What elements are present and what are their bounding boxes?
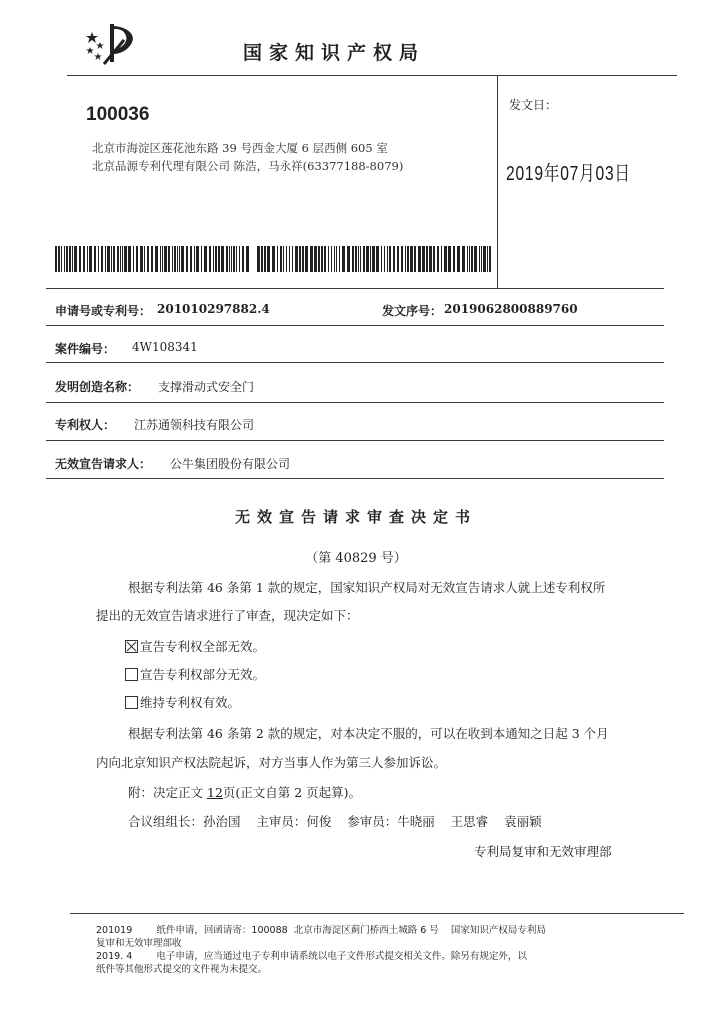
app-no-label: 申请号或专利号： xyxy=(55,304,152,318)
invention-label: 发明创造名称： xyxy=(55,380,140,394)
option-label: 宣告专利权全部无效。 xyxy=(140,639,266,654)
checkbox-checked-icon xyxy=(125,640,138,653)
attachment-prefix: 附：决定正文 xyxy=(128,785,204,800)
footer-line1: 201019 纸件申请，回函请寄：100088 北京市海淀区蓟门桥西土城路 6 号 国家知识产权局专利局 xyxy=(96,925,546,936)
agent-line: 北京品源专利代理有限公司 陈浩，马永祥(63377188-8079) xyxy=(92,159,404,173)
header-divider xyxy=(497,75,498,288)
panel-members: 合议组组长：孙治国 主审员：何俊 参审员：牛晓丽 王思睿 袁丽颖 xyxy=(128,814,542,829)
issue-date: 2019年07月03日 xyxy=(506,163,631,185)
attachment-suffix: 页(正文自第 2 页起算)。 xyxy=(222,785,362,800)
recipient-address: 北京市海淀区莲花池东路 39 号西金大厦 6 层西侧 605 室 xyxy=(92,141,388,155)
cnipa-logo-icon xyxy=(84,20,142,66)
requester-label: 无效宣告请求人： xyxy=(55,457,152,471)
option-invalid-partial xyxy=(125,665,265,683)
decision-number: （第 40829 号） xyxy=(305,551,407,566)
doc-no-value: 2019062800889760 xyxy=(444,302,578,316)
footer-line4: 纸件等其他形式提交的文件视为未提交。 xyxy=(96,964,268,975)
patentee-label: 专利权人： xyxy=(55,418,116,432)
option-invalid-all xyxy=(125,637,265,655)
invention-value: 支撑滑动式安全门 xyxy=(158,380,255,394)
patentee-value: 江苏通领科技有限公司 xyxy=(134,418,255,432)
postcode: 100036 xyxy=(86,104,150,125)
row-rule xyxy=(46,440,664,441)
agency-name: 国家知识产权局 xyxy=(243,42,426,64)
footer-rule xyxy=(70,913,684,914)
case-value: 4W108341 xyxy=(132,340,198,354)
requester-value: 公牛集团股份有限公司 xyxy=(170,457,291,471)
row-rule xyxy=(46,402,664,403)
para2-line2: 内向北京知识产权法院起诉，对方当事人作为第三人参加诉讼。 xyxy=(96,755,447,770)
case-label: 案件编号： xyxy=(55,342,116,356)
barcode-right xyxy=(257,246,493,272)
option-label: 宣告专利权部分无效。 xyxy=(140,667,266,682)
row-rule xyxy=(46,325,664,326)
para1-line2: 提出的无效宣告请求进行了审查，现决定如下： xyxy=(96,608,359,623)
option-label: 维持专利权有效。 xyxy=(140,695,241,710)
footer-line2: 复审和无效审理部收 xyxy=(96,938,182,949)
option-maintain xyxy=(125,693,240,711)
doc-no-label: 发文序号： xyxy=(382,304,443,318)
checkbox-empty-icon xyxy=(125,696,138,709)
row-rule xyxy=(46,362,664,363)
row-rule xyxy=(46,478,664,479)
footer-line3: 2019. 4 电子申请，应当通过电子专利申请系统以电子文件形式提交相关文件。除另有规定外，以 xyxy=(96,951,527,962)
para1-line1: 根据专利法第 46 条第 1 款的规定，国家知识产权局对无效宣告请求人就上述专利权所 xyxy=(128,580,606,595)
top-rule xyxy=(67,75,677,76)
decision-title: 无效宣告请求审查决定书 xyxy=(234,508,477,526)
department: 专利局复审和无效审理部 xyxy=(474,844,612,859)
issue-date-label: 发文日： xyxy=(509,98,558,112)
barcode-left xyxy=(55,246,250,272)
app-no-value: 201010297882.4 xyxy=(157,302,270,316)
row-rule xyxy=(46,288,664,289)
attachment-pages: 12 xyxy=(207,785,223,800)
checkbox-empty-icon xyxy=(125,668,138,681)
para2-line1: 根据专利法第 46 条第 2 款的规定，对本决定不服的，可以在收到本通知之日起 3 个月 xyxy=(128,726,609,741)
attachment-line xyxy=(128,783,361,801)
